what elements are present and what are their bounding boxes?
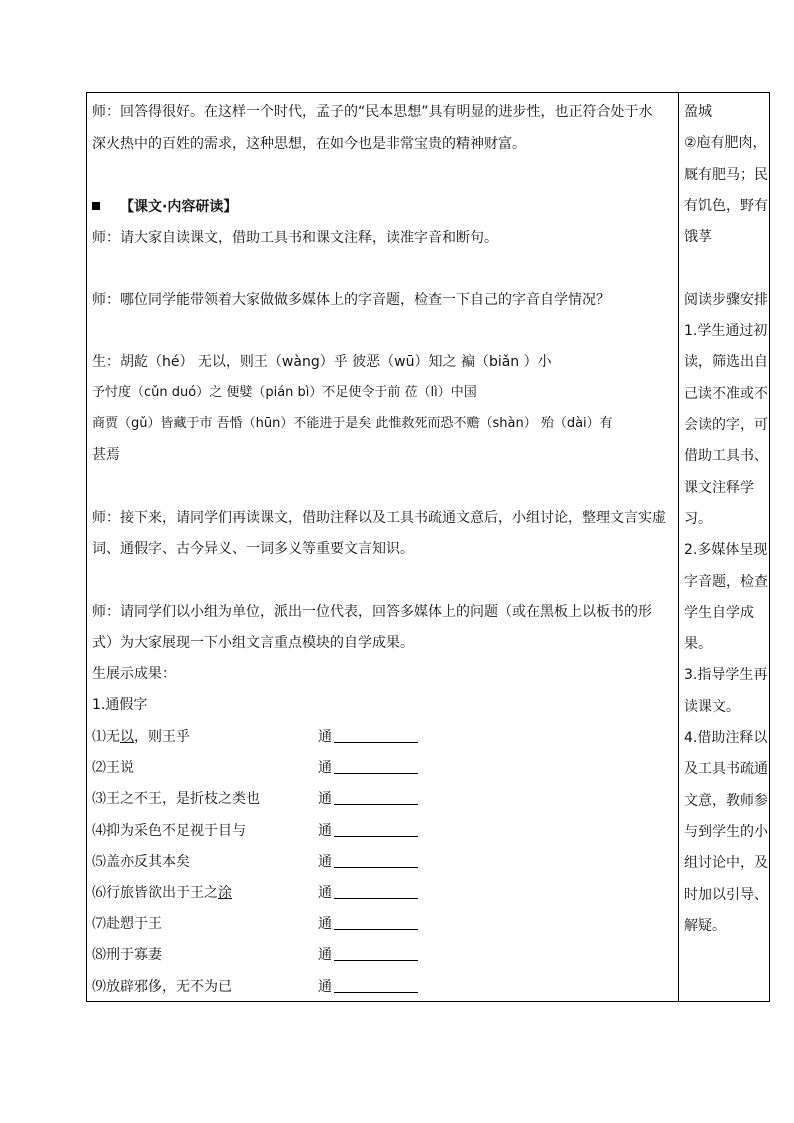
side-note-line: 借助工具书、 (684, 448, 768, 465)
side-note-line: 学生自学成 (684, 604, 754, 621)
side-note-line: 读课文。 (684, 698, 740, 715)
side-note-line: ②庖有肥肉， (684, 135, 767, 152)
side-note-line: 饿莩 (684, 229, 712, 246)
answer-blank[interactable] (334, 759, 418, 774)
side-note-line: 4.借助注释以 (684, 730, 768, 746)
tongjia-item: ⑻刑于寡妻 通 (92, 945, 162, 965)
tongjia-item: ⑴无以，则王乎 通 (92, 727, 190, 747)
pronunciation-line: 予忖度（cǔn duó）之 便嬖（pián bì）不足使令于前 莅（lì）中国 (92, 385, 477, 400)
side-note-line: 时加以引导、 (684, 886, 768, 903)
tong-answer: 通 (318, 883, 418, 903)
side-note-line: 与到学生的小 (684, 823, 768, 840)
side-note-line: 有饥色，野有 (684, 197, 768, 214)
paragraph-line: 式）为大家展现一下小组文言重点模块的自学成果。 (92, 635, 414, 651)
paragraph-line: 师：请同学们以小组为单位，派出一位代表，回答多媒体上的问题（或在黑板上以板书的形 (92, 604, 652, 620)
side-note-line: 字音题，检查 (684, 573, 768, 590)
square-bullet-icon (92, 202, 100, 210)
side-note-line: 1.学生通过初 (684, 323, 768, 340)
side-note-line: 解疑。 (684, 917, 726, 934)
side-note-line: 3.指导学生再 (684, 667, 768, 684)
main-column (92, 0, 674, 1123)
paragraph-line: 深火热中的百姓的需求，这种思想，在如今也是非常宝贵的精神财富。 (92, 136, 526, 152)
side-note-line: 读，筛选出自 (684, 354, 768, 371)
tong-answer: 通 (318, 727, 418, 747)
side-note-line: 习。 (684, 510, 712, 527)
tong-answer: 通 (318, 852, 418, 872)
tongjia-item: ⑸盖亦反其本矣 通 (92, 852, 190, 872)
tongjia-item: ⑵王说 通 (92, 758, 134, 778)
side-note-line: 组讨论中，及 (684, 855, 768, 872)
paragraph-line: 师：回答得很好。在这样一个时代，孟子的“民本思想”具有明显的进步性，也正符合处于水 (92, 104, 653, 120)
underlined-char: 以 (120, 729, 134, 745)
section-heading: 【课文·内容研读】 (92, 197, 237, 217)
tongjia-item: ⑷抑为采色不足视于目与 通 (92, 821, 246, 841)
pronunciation-line: 生：胡龁（hé） 无以，则王（wàng）乎 彼恶（wū）知之 褊（biǎn ）小 (92, 354, 552, 370)
tong-answer: 通 (318, 789, 418, 809)
tong-answer: 通 (318, 821, 418, 841)
paragraph-line: 词、通假字、古今异义、一词多义等重要文言知识。 (92, 541, 414, 557)
tongjia-item: ⑺赴愬于王 通 (92, 914, 162, 934)
side-note-line: 2.多媒体呈现 (684, 542, 768, 559)
answer-blank[interactable] (334, 915, 418, 930)
answer-blank[interactable] (334, 946, 418, 961)
answer-blank[interactable] (334, 853, 418, 868)
side-note-line: 果。 (684, 636, 712, 653)
answer-blank[interactable] (334, 790, 418, 805)
pronunciation-line: 甚焉 (92, 447, 120, 463)
answer-blank[interactable] (334, 978, 418, 993)
side-note-line: 己读不准或不 (684, 385, 768, 402)
tong-answer: 通 (318, 914, 418, 934)
paragraph-line: 师：哪位同学能带领着大家做做多媒体上的字音题，检查一下自己的字音自学情况？ (92, 292, 610, 308)
pronunciation-line: 商贾（gǔ）皆藏于市 吾惛（hūn）不能进于是矣 此惟救死而恐不赡（shàn） 殆（dài）有 (92, 416, 613, 431)
paragraph-line: 师：接下来，请同学们再读课文，借助注释以及工具书疏通文意后，小组讨论，整理文言实虚 (92, 510, 666, 526)
column-divider (678, 92, 679, 1002)
tongjia-item: ⑼放辟邪侈，无不为已 通 (92, 977, 232, 997)
tong-answer: 通 (318, 977, 418, 997)
answer-blank[interactable] (334, 822, 418, 837)
tongjia-item: ⑶王之不王，是折枝之类也 通 (92, 789, 260, 809)
tong-answer: 通 (318, 758, 418, 778)
side-note-line: 会读的字，可 (684, 417, 768, 433)
tongjia-title: 1.通假字 (92, 697, 148, 713)
side-note-line: 阅读步骤安排 (684, 291, 768, 308)
side-note-line: 厩有肥马；民 (684, 166, 768, 183)
side-column (684, 0, 768, 1123)
side-note-line: 及工具书疏通 (684, 761, 768, 778)
underlined-char: 涂 (218, 885, 232, 901)
answer-blank[interactable] (334, 728, 418, 743)
tongjia-item: ⑹行旅皆欲出于王之涂 通 (92, 883, 232, 903)
tong-answer: 通 (318, 945, 418, 965)
side-note-line: 盈城 (684, 104, 712, 120)
side-note-line: 课文注释学 (684, 479, 754, 496)
results-label: 生展示成果： (92, 666, 176, 682)
paragraph-line: 师：请大家自读课文，借助工具书和课文注释，读准字音和断句。 (92, 230, 498, 246)
answer-blank[interactable] (334, 884, 418, 899)
side-note-line: 文意，教师参 (684, 792, 768, 809)
